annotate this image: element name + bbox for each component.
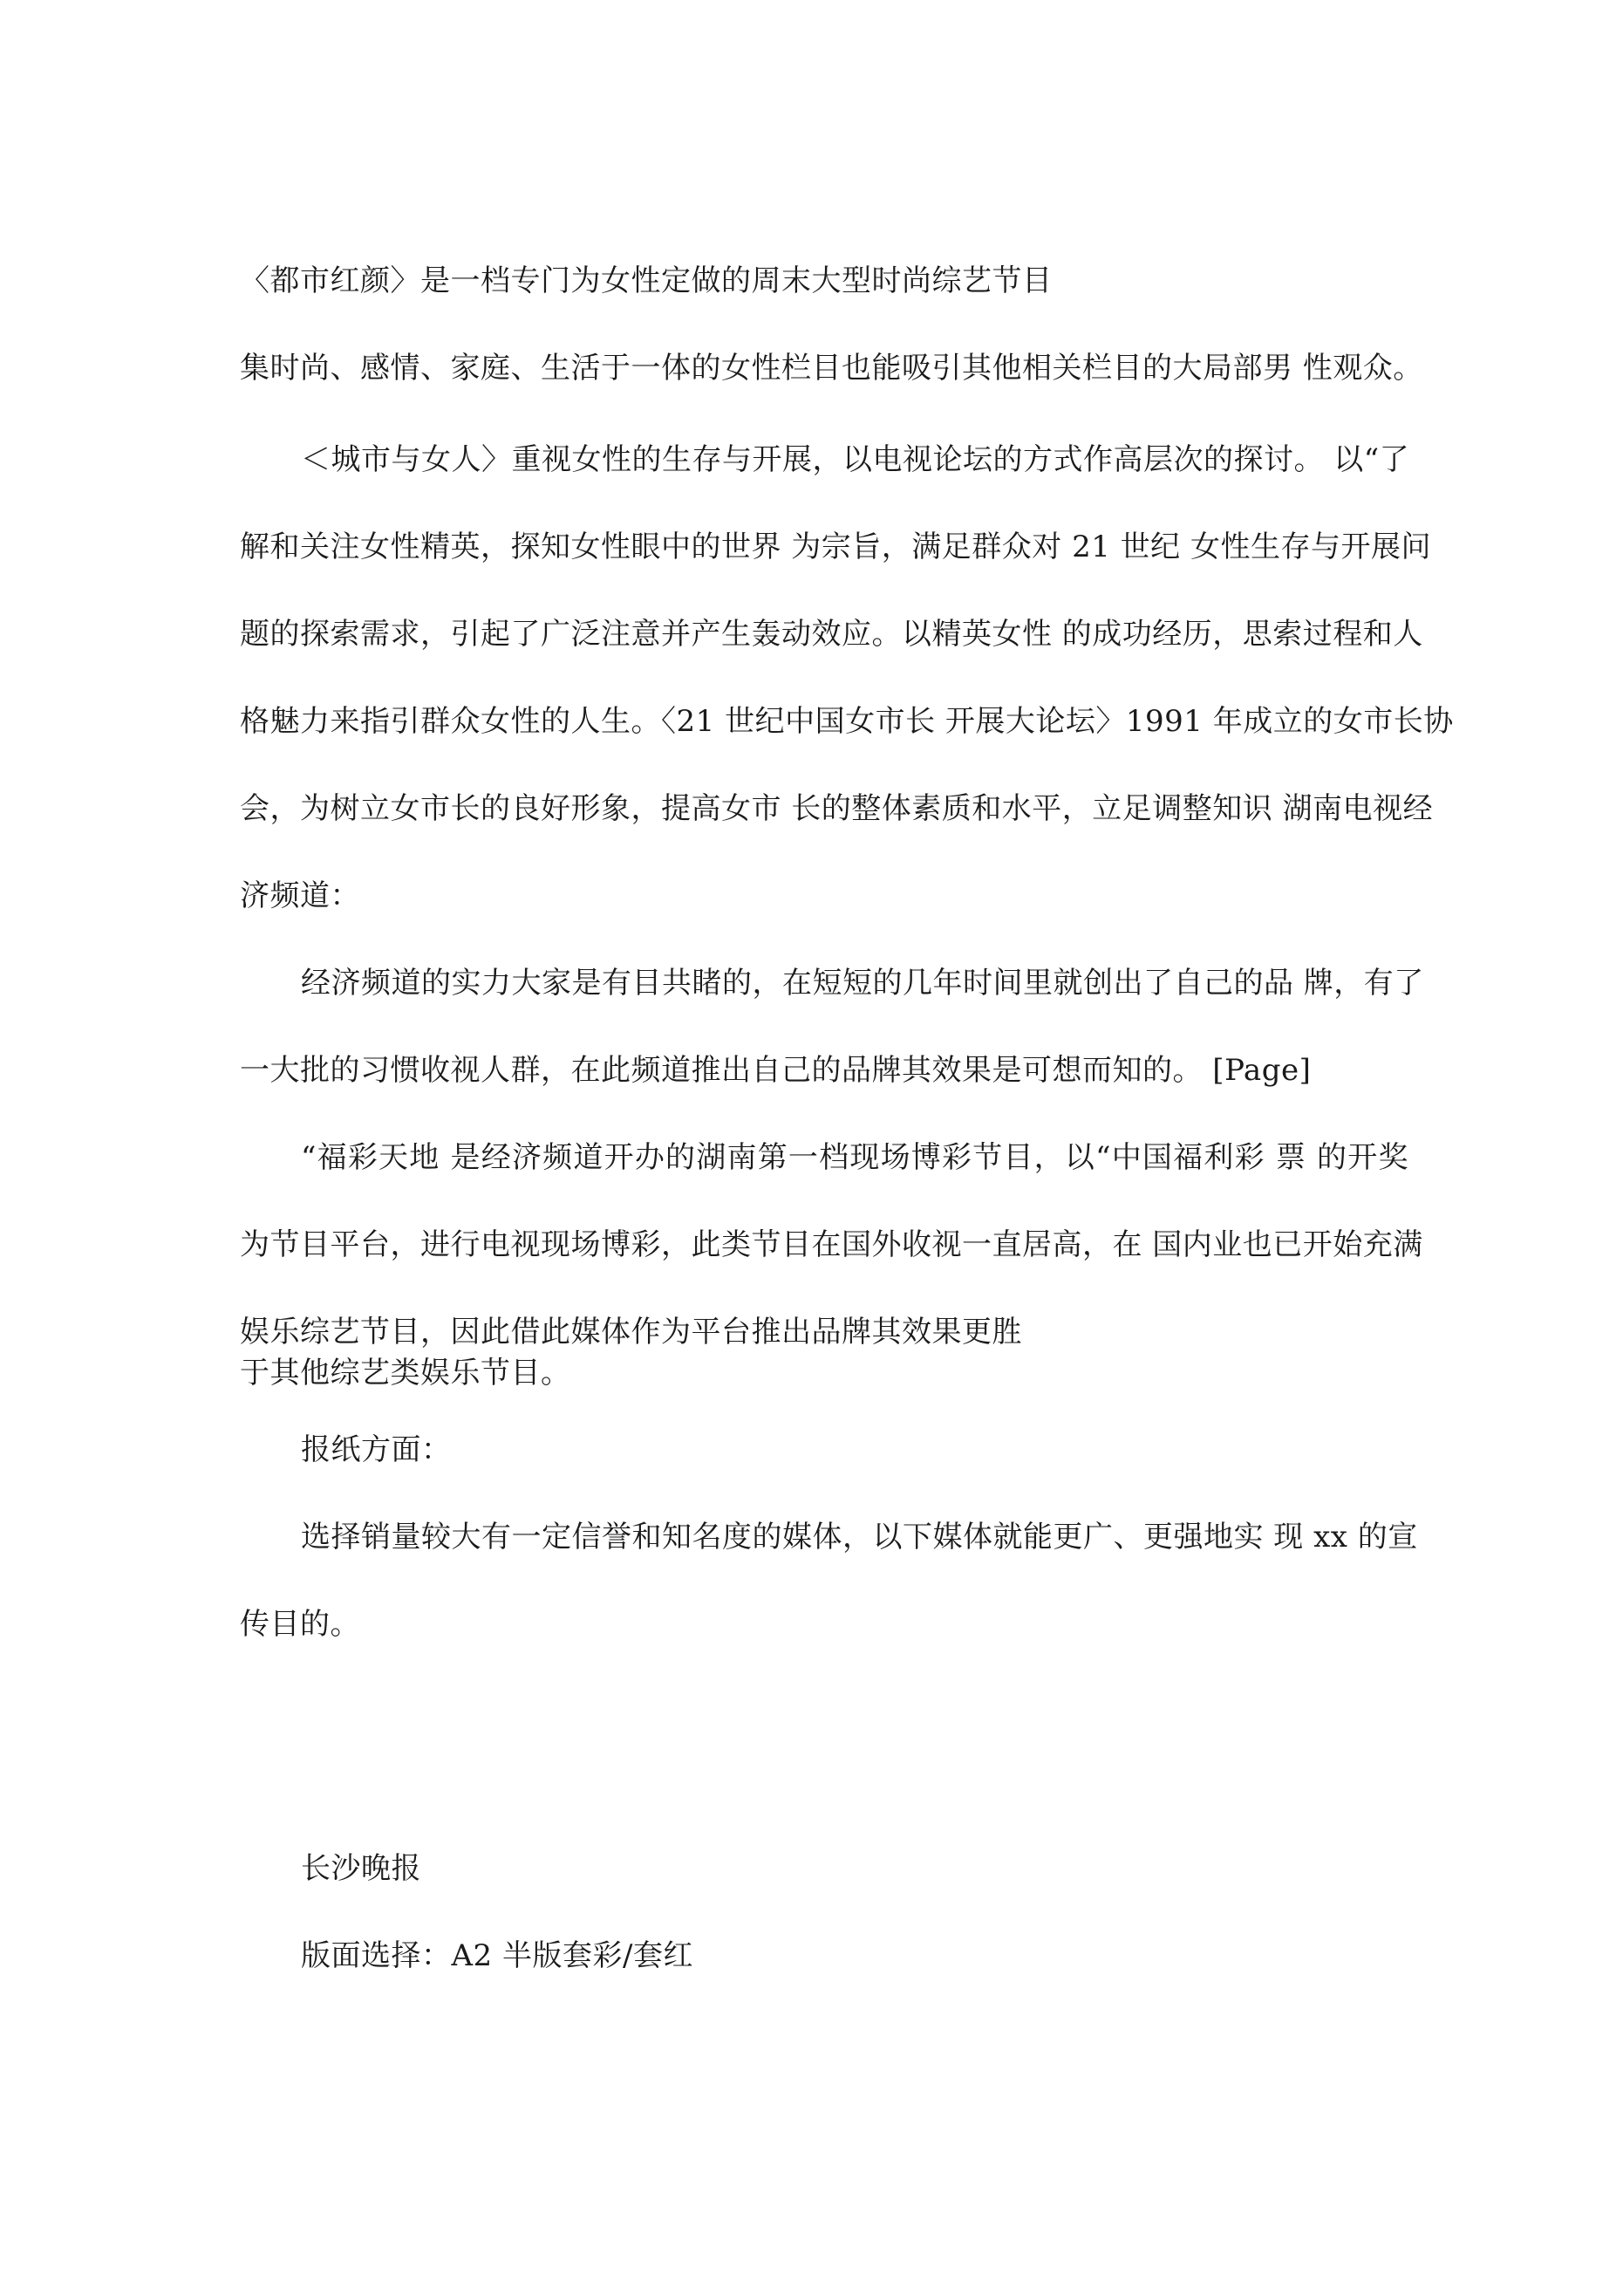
paragraph-line: 传目的。 bbox=[240, 1607, 360, 1642]
paragraph-line: 〈都市红颜〉是一档专门为女性定做的周末大型时尚综艺节目 bbox=[240, 263, 1053, 298]
paragraph-line: ＜城市与女人〉重视女性的生存与开展，以电视论坛的方式作高层次的探讨。 以“了 bbox=[301, 442, 1410, 477]
paragraph-line: 格魅力来指引群众女性的人生。〈21 世纪中国女市长 开展大论坛〉1991 年成立的女市长协 bbox=[240, 704, 1454, 739]
paragraph-line: 于其他综艺类娱乐节目。 bbox=[240, 1356, 571, 1391]
paragraph-line: 济频道： bbox=[240, 878, 360, 913]
section-heading: 报纸方面： bbox=[301, 1432, 452, 1467]
paragraph-line: 集时尚、感情、家庭、生活于一体的女性栏目也能吸引其他相关栏目的大局部男 性观众。 bbox=[240, 351, 1423, 386]
paragraph-line: “福彩天地 是经济频道开办的湖南第一档现场博彩节目，以“中国福利彩 票 的开奖 bbox=[301, 1140, 1408, 1175]
paragraph-line: 会，为树立女市长的良好形象，提高女市 长的整体素质和水平，立足调整知识 湖南电视经 bbox=[240, 791, 1434, 826]
paragraph-line: 娱乐综艺节目，因此借此媒体作为平台推出品牌其效果更胜 bbox=[240, 1315, 1022, 1350]
paragraph-line: 解和关注女性精英，探知女性眼中的世界 为宗旨，满足群众对 21 世纪 女性生存与开展问 bbox=[240, 530, 1431, 564]
paragraph-line: 经济频道的实力大家是有目共睹的，在短短的几年时间里就创出了自己的品 牌，有了 bbox=[301, 966, 1424, 1001]
newspaper-name: 长沙晚报 bbox=[301, 1851, 421, 1886]
paragraph-line: 为节目平台，进行电视现场博彩，此类节目在国外收视一直居高，在 国内业也已开始充满 bbox=[240, 1227, 1423, 1262]
paragraph-line: 选择销量较大有一定信誉和知名度的媒体，以下媒体就能更广、更强地实 现 xx 的宣 bbox=[301, 1520, 1418, 1555]
paragraph-line: 题的探索需求，引起了广泛注意并产生轰动效应。以精英女性 的成功经历，思索过程和人 bbox=[240, 617, 1423, 652]
paragraph-line: 一大批的习惯收视人群，在此频道推出自己的品牌其效果是可想而知的。 [Page] bbox=[240, 1053, 1312, 1088]
layout-selection: 版面选择：A2 半版套彩/套红 bbox=[301, 1938, 693, 1973]
